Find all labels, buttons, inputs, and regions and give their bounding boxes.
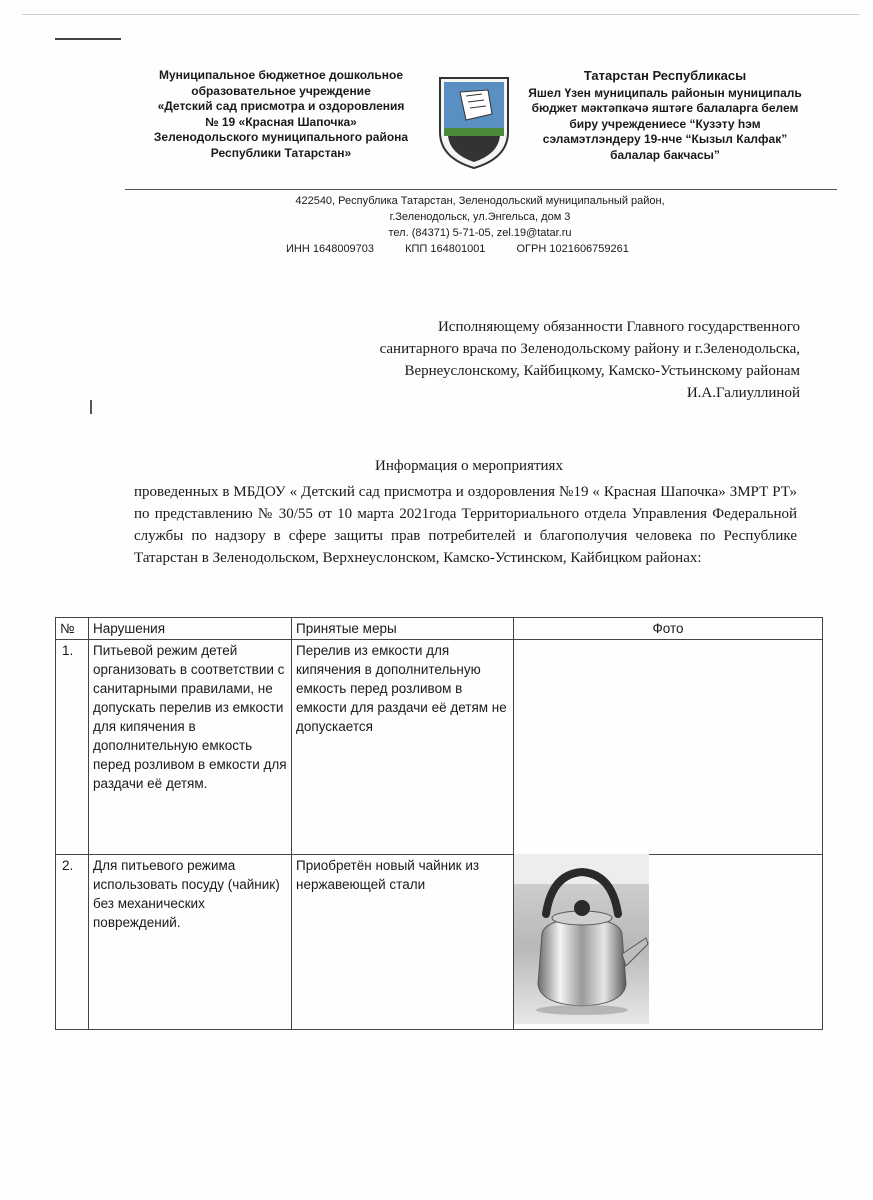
recipient-name: И.А.Галиуллиной: [686, 385, 800, 401]
address-line: г.Зеленодольск, ул.Энгельса, дом 3: [389, 211, 571, 223]
recipient-block: [290, 316, 800, 404]
photo-cell: [514, 855, 823, 1030]
measures-text: Приобретён новый чайник из нержавеющей стали: [292, 855, 514, 1030]
contact-line: тел. (84371) 5-71-05, zel.19@tatar.ru: [388, 227, 572, 239]
header-right-org-name: [520, 68, 810, 163]
row-number: 2.: [56, 855, 89, 1030]
header-photo: Фото: [514, 618, 823, 640]
scan-mark: [55, 38, 121, 40]
coat-of-arms-icon: [436, 74, 512, 170]
inn-value: ИНН 1648009703: [286, 243, 375, 255]
table-row: [56, 640, 823, 855]
header-right-line: сэламэтлэндеру 19-нче “Кызыл Калфак”: [542, 132, 788, 146]
violation-text: Питьевой режим детей организовать в соответствии с санитарными правилами, не допускать перелив из емкости для кипячения в дополнительную емкость перед розливом в емкости для раздачи её детям.: [89, 640, 292, 855]
measures-table: [55, 617, 823, 1030]
header-num: №: [56, 618, 89, 640]
violation-text: Для питьевого режима использовать посуду (чайник) без механических повреждений.: [89, 855, 292, 1030]
ogrn-value: ОГРН 1021606759261: [516, 243, 629, 255]
recipient-line: Вернеуслонскому, Кайбицкому, Камско-Устьинскому районам: [404, 363, 800, 379]
row-number: 1.: [56, 640, 89, 855]
header-right-line: биру учреждениесе “Кузэту һэм: [569, 116, 761, 131]
header-violation: Нарушения: [89, 618, 292, 640]
scan-edge-line: [22, 14, 860, 15]
header-left-line: Муниципальное бюджетное дошкольное: [158, 68, 404, 82]
header-measures: Принятые меры: [292, 618, 514, 640]
address-block: [200, 193, 760, 257]
table-row: [56, 855, 823, 1030]
recipient-line: Исполняющему обязанности Главного государственного: [437, 319, 800, 335]
header-left-line: Зеленодольского муниципального района: [153, 130, 409, 144]
header-right-line: бюджет мәктәпкәчә яштәге балаларга белем: [531, 101, 799, 115]
header-right-line: балалар бакчасы”: [610, 147, 720, 162]
header-right-line: Яшел Үзен муниципаль районын муниципаль: [528, 85, 802, 100]
recipient-line: санитарного врача по Зеленодольскому району и г.Зеленодольска,: [379, 341, 800, 357]
header-divider: [125, 189, 837, 190]
kettle-photo-icon: [514, 854, 649, 1024]
photo-cell-empty: [514, 640, 823, 855]
measures-text: Перелив из емкости для кипячения в дополнительную емкость перед розливом в емкости для раздачи её детям не допускается: [292, 640, 514, 855]
kpp-value: КПП 164801001: [405, 243, 486, 255]
table-header-row: [56, 618, 823, 640]
header-left-line: образовательное учреждение: [191, 83, 371, 98]
scan-tick: [90, 400, 92, 414]
header-left-line: Республики Татарстан»: [210, 145, 352, 160]
document-title: Информация о мероприятиях: [375, 458, 563, 474]
header-left-org-name: [140, 68, 422, 161]
header-right-republic: Татарстан Республикасы: [583, 68, 747, 83]
registration-ids: [200, 241, 760, 257]
header-left-line: № 19 «Красная Шапочка»: [205, 114, 357, 129]
intro-paragraph: проведенных в МБДОУ « Детский сад присмотра и оздоровления №19 « Красная Шапочка» ЗМРТ РТ» по представлению № 30/55 от 10 марта 2021года Территориального отдела Управления Федеральной службы по надзору в сфере защиты прав потребителей и благополучия человека по Республике Татарстан в Зеленодольском, Верхнеуслонском, Камско-Устинском, Кайбицком районах:: [134, 484, 797, 566]
header-left-line: «Детский сад присмотра и оздоровления: [157, 99, 405, 113]
address-line: 422540, Республика Татарстан, Зеленодольский муниципальный район,: [295, 195, 665, 207]
